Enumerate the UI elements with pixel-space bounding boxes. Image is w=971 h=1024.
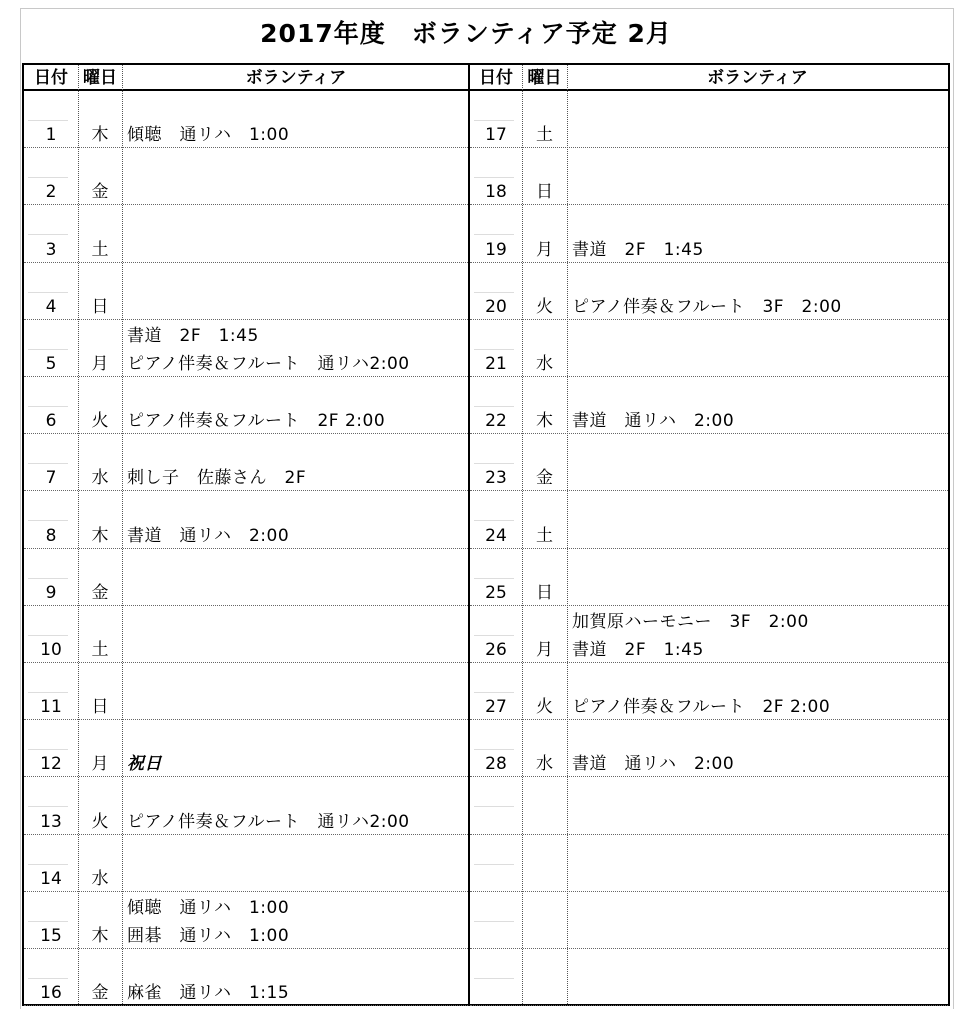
activity-text: 加賀原ハーモニー 3F 2:00 [572,611,809,632]
activity-text: 書道 通リハ 2:00 [572,411,735,432]
activity-text: 書道 2F 1:45 [572,239,704,260]
weekday-cell [78,204,122,261]
date-cell [470,605,522,662]
table-row [24,777,468,834]
cell-divider [28,978,68,979]
table-row [24,205,468,262]
activity-text: 書道 通リハ 2:00 [127,525,290,546]
activity-text: 傾聴 通リハ 1:00 [127,125,290,146]
cell-divider [28,349,68,350]
date-cell [24,490,78,547]
weekday-value: 日 [91,296,109,317]
date-value: 1 [45,125,57,146]
activity-text: ピアノ伴奏＆フルート 2F 2:00 [127,411,386,432]
weekday-cell [78,719,122,776]
weekday-cell [78,90,122,147]
date-cell [470,376,522,433]
weekday-value: 土 [91,239,109,260]
date-value: 10 [40,639,62,660]
date-value: 26 [485,639,507,660]
header-weekday-right: 曜日 [522,65,567,91]
date-cell [470,834,522,891]
cell-divider [474,520,514,521]
cell-divider [28,520,68,521]
date-cell [470,948,522,1005]
weekday-value: 土 [536,525,553,546]
weekday-cell [522,319,567,376]
cell-divider [28,406,68,407]
date-cell [24,376,78,433]
date-cell [470,262,522,319]
table-row [470,320,948,377]
cell-divider [28,177,68,178]
header-activity-right: ボランティア [567,65,948,91]
date-value: 17 [485,125,507,146]
date-cell [24,662,78,719]
date-cell [24,948,78,1005]
date-cell [24,605,78,662]
date-value: 9 [45,582,57,603]
cell-divider [474,406,514,407]
activity-cell [122,262,473,319]
cell-divider [474,120,514,121]
cell-divider [474,978,514,979]
activity-cell [567,662,953,719]
activity-cell [122,433,473,490]
weekday-cell [78,262,122,319]
weekday-value: 火 [536,296,553,317]
weekday-value: 木 [91,525,109,546]
date-cell [24,719,78,776]
weekday-value: 日 [536,182,553,203]
date-cell [470,662,522,719]
activity-cell [122,776,473,833]
activity-text: ピアノ伴奏＆フルート 通リハ2:00 [127,353,410,374]
date-value: 16 [40,983,62,1004]
cell-divider [474,806,514,807]
activity-cell [567,948,953,1005]
cell-divider [28,234,68,235]
header-activity-left: ボランティア [122,65,470,91]
date-cell [24,834,78,891]
cell-divider [28,292,68,293]
weekday-cell [78,376,122,433]
cell-divider [28,120,68,121]
weekday-cell [522,776,567,833]
activity-text: 書道 通リハ 2:00 [572,754,735,775]
date-value: 22 [485,411,507,432]
grid-line [78,65,79,1004]
grid-line [567,65,568,1004]
date-cell [470,90,522,147]
date-value: 14 [40,868,62,889]
table-row [24,148,468,205]
table-row [24,549,468,606]
table-row [24,263,468,320]
weekday-cell [522,147,567,204]
weekday-cell [522,948,567,1005]
activity-text: 麻雀 通リハ 1:15 [127,983,290,1004]
date-cell [24,147,78,204]
date-value: 25 [485,582,507,603]
table-row [24,720,468,777]
date-value: 27 [485,697,507,718]
table-row [470,835,948,892]
weekday-cell [522,490,567,547]
cell-divider [474,463,514,464]
table-row [470,434,948,491]
cell-divider [474,692,514,693]
weekday-value: 金 [91,983,109,1004]
weekday-value: 月 [536,639,553,660]
cell-divider [474,921,514,922]
weekday-value: 水 [91,868,109,889]
weekday-cell [78,548,122,605]
date-value: 3 [45,239,57,260]
table-row [24,434,468,491]
date-value: 15 [40,925,62,946]
activity-cell [122,948,473,1005]
activity-text: 書道 2F 1:45 [572,639,704,660]
grid-divider [468,65,470,1004]
cell-divider [474,349,514,350]
date-value: 19 [485,239,507,260]
table-row [24,377,468,434]
weekday-cell [78,319,122,376]
activity-cell [122,490,473,547]
date-value: 24 [485,525,507,546]
activity-cell [567,490,953,547]
date-cell [24,262,78,319]
activity-text: 傾聴 通リハ 1:00 [127,897,290,918]
date-value: 12 [40,754,62,775]
schedule-table [22,63,950,1006]
activity-text: 刺し子 佐藤さん 2F [127,468,307,489]
weekday-cell [78,605,122,662]
date-cell [24,433,78,490]
activity-cell [567,433,953,490]
cell-divider [28,921,68,922]
weekday-value: 土 [536,125,553,146]
date-value: 8 [45,525,57,546]
date-value: 5 [45,353,57,374]
cell-divider [28,635,68,636]
weekday-cell [78,776,122,833]
weekday-cell [522,548,567,605]
date-cell [470,490,522,547]
header-weekday-left: 曜日 [78,65,122,91]
date-cell [24,319,78,376]
date-value: 28 [485,754,507,775]
weekday-value: 月 [536,239,553,260]
activity-cell [122,548,473,605]
cell-divider [474,578,514,579]
date-cell [470,891,522,948]
weekday-value: 火 [536,697,553,718]
date-cell [470,204,522,261]
table-row [470,91,948,148]
date-cell [24,90,78,147]
weekday-value: 月 [91,754,109,775]
table-row [470,892,948,949]
date-cell [470,147,522,204]
table-row [470,777,948,834]
date-value: 7 [45,468,57,489]
date-value: 2 [45,182,57,203]
weekday-cell [78,433,122,490]
cell-divider [28,806,68,807]
activity-cell [122,719,473,776]
activity-cell [122,605,473,662]
date-cell [470,719,522,776]
weekday-value: 土 [91,639,109,660]
activity-cell [567,204,953,261]
cell-divider [474,749,514,750]
weekday-cell [522,204,567,261]
date-value: 21 [485,353,507,374]
table-row [24,835,468,892]
weekday-cell [78,948,122,1005]
table-row [24,491,468,548]
table-row [470,263,948,320]
header-date-right: 日付 [470,65,522,91]
activity-cell [567,319,953,376]
table-row [24,663,468,720]
grid-line [522,65,523,1004]
activity-cell [567,147,953,204]
weekday-cell [78,147,122,204]
activity-text: ピアノ伴奏＆フルート 2F 2:00 [572,697,831,718]
weekday-cell [78,490,122,547]
date-cell [470,548,522,605]
activity-text: 祝日 [127,754,162,775]
table-row [470,663,948,720]
activity-cell [567,719,953,776]
activity-cell [567,90,953,147]
activity-cell [122,90,473,147]
activity-cell [122,891,473,948]
weekday-cell [78,662,122,719]
weekday-value: 水 [536,754,553,775]
weekday-value: 金 [536,468,553,489]
table-row [470,205,948,262]
grid-line [122,65,123,1004]
date-cell [24,776,78,833]
weekday-value: 火 [91,411,109,432]
weekday-value: 金 [91,582,109,603]
weekday-value: 日 [536,582,553,603]
table-row [470,491,948,548]
table-row [24,91,468,148]
activity-text: ピアノ伴奏＆フルート 3F 2:00 [572,296,842,317]
date-value: 13 [40,811,62,832]
weekday-value: 水 [91,468,109,489]
weekday-value: 木 [91,125,109,146]
activity-cell [122,204,473,261]
weekday-value: 木 [536,411,553,432]
activity-cell [122,376,473,433]
date-cell [470,319,522,376]
activity-cell [122,834,473,891]
activity-cell [567,262,953,319]
cell-divider [474,635,514,636]
weekday-value: 木 [91,925,109,946]
table-row [470,377,948,434]
weekday-value: 水 [536,353,553,374]
cell-divider [28,692,68,693]
weekday-value: 金 [91,182,109,203]
date-cell [24,891,78,948]
table-row [470,148,948,205]
cell-divider [474,864,514,865]
header-date-left: 日付 [24,65,78,91]
weekday-cell [522,262,567,319]
date-cell [470,776,522,833]
weekday-cell [522,719,567,776]
weekday-cell [522,433,567,490]
activity-cell [122,319,473,376]
date-value: 4 [45,296,57,317]
activity-cell [567,376,953,433]
table-row [24,320,468,377]
activity-text: ピアノ伴奏＆フルート 通リハ2:00 [127,811,410,832]
weekday-cell [522,662,567,719]
date-cell [470,433,522,490]
date-cell [24,548,78,605]
activity-cell [122,662,473,719]
table-row [24,949,468,1006]
page-title: 2017年度 ボランティア予定 2月 [260,19,672,48]
date-value: 11 [40,697,62,718]
weekday-value: 日 [91,697,109,718]
weekday-cell [78,891,122,948]
activity-text: 囲碁 通リハ 1:00 [127,925,290,946]
table-row [470,720,948,777]
weekday-cell [522,891,567,948]
weekday-value: 月 [91,353,109,374]
weekday-cell [522,834,567,891]
table-row [470,949,948,1006]
table-row [24,892,468,949]
activity-cell [567,605,953,662]
weekday-cell [522,605,567,662]
weekday-value: 火 [91,811,109,832]
cell-divider [28,749,68,750]
weekday-cell [78,834,122,891]
activity-cell [567,834,953,891]
activity-cell [122,147,473,204]
weekday-cell [522,376,567,433]
date-value: 6 [45,411,57,432]
cell-divider [28,463,68,464]
table-row [24,606,468,663]
cell-divider [474,234,514,235]
cell-divider [474,292,514,293]
weekday-cell [522,90,567,147]
activity-cell [567,776,953,833]
date-cell [24,204,78,261]
cell-divider [28,864,68,865]
activity-cell [567,548,953,605]
table-row [470,549,948,606]
date-value: 23 [485,468,507,489]
table-row [470,606,948,663]
cell-divider [28,578,68,579]
date-value: 20 [485,296,507,317]
activity-cell [567,891,953,948]
date-value: 18 [485,182,507,203]
cell-divider [474,177,514,178]
activity-text: 書道 2F 1:45 [127,325,259,346]
